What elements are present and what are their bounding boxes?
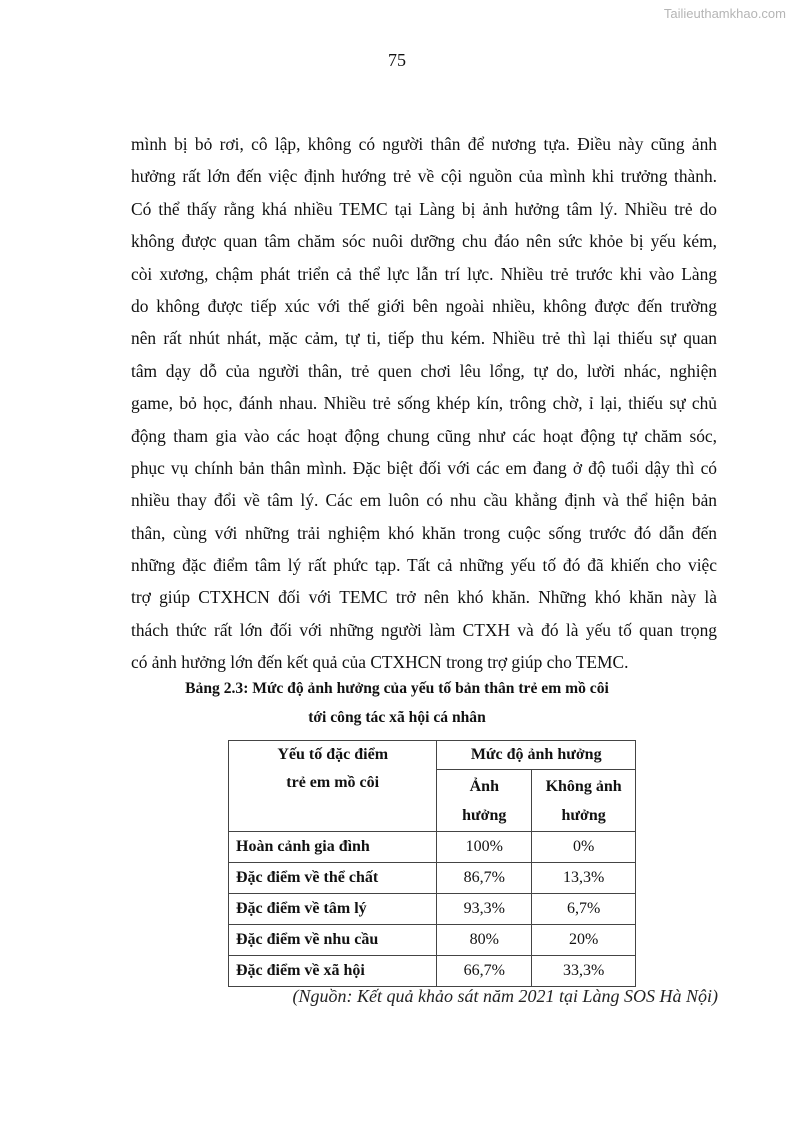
table-row (229, 832, 636, 863)
paragraph-line: game, bỏ học, đánh nhau. Nhiều trẻ sống khép kín, trông chờ, ỉ lại, thiếu sự chủ (131, 393, 717, 414)
header-affected (437, 770, 532, 832)
table-source: (Nguồn: Kết quả khảo sát năm 2021 tại Làng SOS Hà Nội) (292, 986, 718, 1006)
watermark: Tailieuthamkhao.com (663, 6, 786, 21)
affected-cell: 100% (437, 832, 532, 863)
header-affected-line2: hưởng (462, 806, 507, 824)
header-affected-line1: Ảnh (469, 777, 499, 795)
table-caption-line2: tới công tác xã hội cá nhân (308, 709, 486, 726)
table-caption-line1: Bảng 2.3: Mức độ ảnh hưởng của yếu tố bản thân trẻ em mồ côi (185, 680, 609, 697)
paragraph-line: động tham gia vào các hoạt động chung cũng như các hoạt động tự chăm sóc, (131, 425, 717, 446)
paragraph-line: hưởng rất lớn đến việc định hướng trẻ về cội nguồn của mình khi trưởng thành. (131, 166, 717, 187)
affected-cell: 86,7% (437, 863, 532, 894)
table-row (229, 925, 636, 956)
header-not-affected-line1: Không ảnh (545, 777, 622, 795)
influence-table (228, 740, 636, 987)
paragraph-line: Có thể thấy rằng khá nhiều TEMC tại Làng bị ảnh hưởng tâm lý. Nhiều trẻ do (131, 198, 717, 219)
not-affected-cell: 13,3% (532, 863, 636, 894)
affected-cell: 66,7% (437, 956, 532, 987)
not-affected-cell: 6,7% (532, 894, 636, 925)
header-factor-line1: Yếu tố đặc điểm (277, 746, 389, 763)
paragraph-line: do không được tiếp xúc với thế giới bên ngoài nhiều, không được đến trường (131, 295, 717, 316)
paragraph-line: thách thức rất lớn đối với những người làm CTXH và đó là yếu tố quan trọng (131, 619, 717, 640)
header-factor-line2: trẻ em mồ côi (286, 774, 380, 791)
paragraph-line: còi xương, chậm phát triển cả thể lực lẫn trí lực. Nhiều trẻ trước khi vào Làng (131, 263, 717, 284)
factor-cell: Hoàn cảnh gia đình (229, 832, 437, 863)
paragraph-line: tâm dạy dỗ của người thân, trẻ quen chơi lêu lổng, tự do, lười nhác, nghiện (131, 360, 717, 381)
factor-cell: Đặc điểm về xã hội (229, 956, 437, 987)
header-factor (229, 741, 437, 832)
page-number: 75 (388, 50, 406, 70)
table-row (229, 956, 636, 987)
paragraph-line: những đặc điểm tâm lý rất phức tạp. Tất cả những yếu tố đó đã khiến cho việc (131, 555, 717, 576)
factor-cell: Đặc điểm về thể chất (229, 863, 437, 894)
paragraph-line: không được quan tâm chăm sóc nuôi dưỡng chu đáo nên sức khỏe bị yếu kém, (131, 231, 717, 252)
body-paragraph (131, 131, 717, 682)
not-affected-cell: 33,3% (532, 956, 636, 987)
not-affected-cell: 20% (532, 925, 636, 956)
affected-cell: 93,3% (437, 894, 532, 925)
not-affected-cell: 0% (532, 832, 636, 863)
paragraph-line: nên rất nhút nhát, mặc cảm, tự ti, tiếp thu kém. Nhiều trẻ thì lại thiếu sự quan (131, 328, 717, 349)
affected-cell: 80% (437, 925, 532, 956)
paragraph-line: thân, cùng với những trải nghiệm khó khăn trong cuộc sống trước đó dẫn đến (131, 522, 717, 543)
factor-cell: Đặc điểm về tâm lý (229, 894, 437, 925)
paragraph-line: mình bị bỏ rơi, cô lập, không có người thân để nương tựa. Điều này cũng ảnh (131, 134, 717, 154)
table-row (229, 894, 636, 925)
header-not-affected (532, 770, 636, 832)
paragraph-line: phục vụ chính bản thân mình. Đặc biệt đối với các em đang ở độ tuổi dậy thì có (131, 457, 717, 478)
header-not-affected-line2: hưởng (561, 806, 606, 824)
header-level: Mức độ ảnh hưởng (437, 741, 636, 770)
paragraph-line: có ảnh hưởng lớn đến kết quả của CTXHCN trong trợ giúp cho TEMC. (131, 652, 629, 673)
paragraph-line: nhiều thay đổi về tâm lý. Các em luôn có nhu cầu khẳng định và thể hiện bản (131, 490, 717, 511)
paragraph-line: trợ giúp CTXHCN đối với TEMC trở nên khó khăn. Những khó khăn này là (131, 587, 717, 608)
factor-cell: Đặc điểm về nhu cầu (229, 925, 437, 956)
table-row (229, 863, 636, 894)
